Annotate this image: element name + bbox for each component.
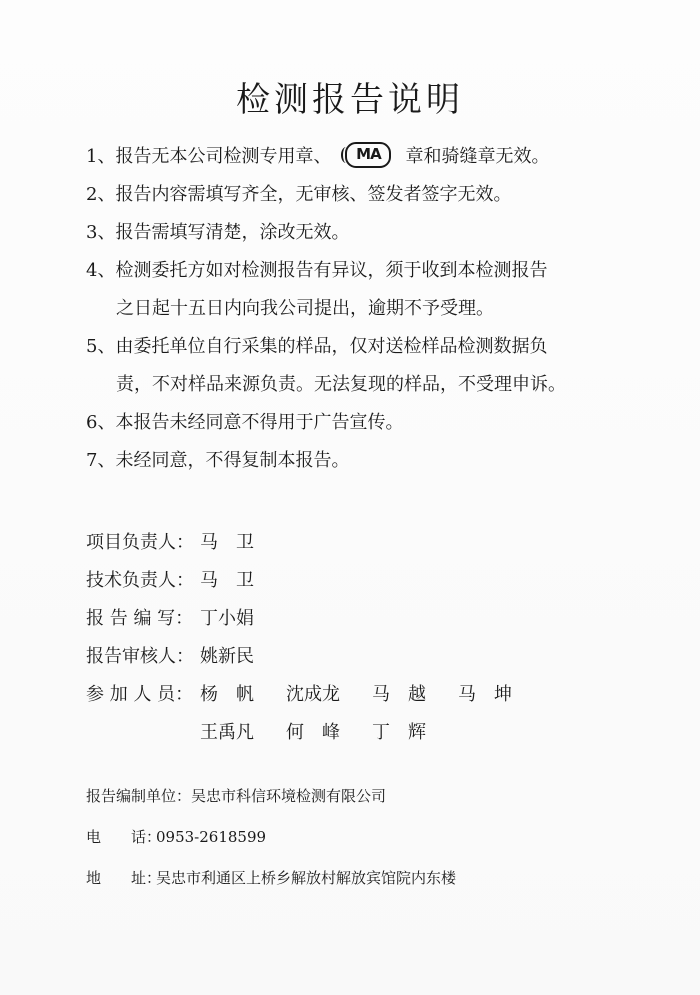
phone-row (86, 827, 646, 847)
signers-block (86, 524, 646, 752)
address-label: 地 址： (86, 869, 162, 887)
note-text: 检测委托方如对检测报告有异议，须于收到本检测报告 (115, 260, 548, 281)
participant-name: 何 峰 (286, 722, 340, 743)
participant-name: 丁 辉 (372, 722, 426, 743)
signer-value: 姚新民 (200, 646, 254, 667)
participant-name: 王禹凡 (200, 722, 254, 743)
notes-list (86, 138, 626, 480)
note-number: 7、 (86, 450, 116, 471)
cma-seal-text: MA (356, 145, 381, 163)
note-number: 2、 (86, 184, 116, 205)
note-text: 报告无本公司检测专用章、 (115, 146, 332, 167)
signer-value: 马 卫 (200, 532, 254, 553)
project-lead-row (86, 524, 646, 562)
note-7 (86, 442, 626, 480)
participant-name: 杨 帆 (200, 684, 254, 705)
technical-lead-row (86, 562, 646, 600)
note-number: 5、 (86, 336, 116, 357)
note-number: 3、 (86, 222, 116, 243)
note-text-continued: 责，不对样品来源负责。无法复现的样品，不受理申诉。 (116, 374, 566, 395)
participants-row (86, 676, 646, 714)
phone-label: 电 话： (86, 828, 162, 846)
issuer-unit-row (86, 786, 646, 806)
note-2 (86, 176, 626, 214)
note-1 (86, 138, 626, 176)
note-3 (86, 214, 626, 252)
note-number: 1、 (86, 146, 116, 167)
participant-name: 沈成龙 (286, 684, 340, 705)
note-number: 4、 (86, 260, 116, 281)
address-value: 吴忠市利通区上桥乡解放村解放宾馆院内东楼 (156, 869, 457, 887)
note-text: 由委托单位自行采集的样品，仅对送检样品检测数据负 (115, 336, 548, 357)
note-text: 报告内容需填写齐全，无审核、签发者签字无效。 (115, 184, 512, 205)
note-6 (86, 404, 626, 442)
note-text: 本报告未经同意不得用于广告宣传。 (115, 412, 404, 433)
participants-row-2 (86, 714, 646, 752)
note-5 (86, 328, 626, 404)
signer-value: 马 卫 (200, 570, 254, 591)
participant-name: 马 坤 (458, 684, 512, 705)
signer-label: 报 告 编 写： (86, 608, 194, 629)
note-text: 未经同意，不得复制本报告。 (115, 450, 350, 471)
note-4 (86, 252, 626, 328)
participant-name: 马 越 (372, 684, 426, 705)
page-title: 检测报告说明 (236, 80, 464, 120)
cma-seal-icon (345, 142, 391, 168)
issuer-unit-label: 报告编制单位： (86, 787, 192, 805)
note-number: 6、 (86, 412, 116, 433)
note-text: 报告需填写清楚，涂改无效。 (115, 222, 350, 243)
signer-label: 技术负责人： (86, 570, 194, 591)
issuer-info (86, 786, 646, 888)
participants-label: 参 加 人 员： (86, 684, 194, 705)
note-text-after-seal: 章和骑缝章无效。 (405, 146, 550, 167)
note-text-continued: 之日起十五日内向我公司提出，逾期不予受理。 (116, 298, 494, 319)
signer-label: 项目负责人： (86, 532, 194, 553)
issuer-unit-value: 吴忠市科信环境检测有限公司 (191, 787, 387, 805)
report-reviewer-row (86, 638, 646, 676)
signer-value: 丁小娟 (200, 608, 254, 629)
signer-label: 报告审核人： (86, 646, 194, 667)
phone-value: 0953-2618599 (156, 828, 267, 846)
report-author-row (86, 600, 646, 638)
address-row (86, 868, 646, 888)
